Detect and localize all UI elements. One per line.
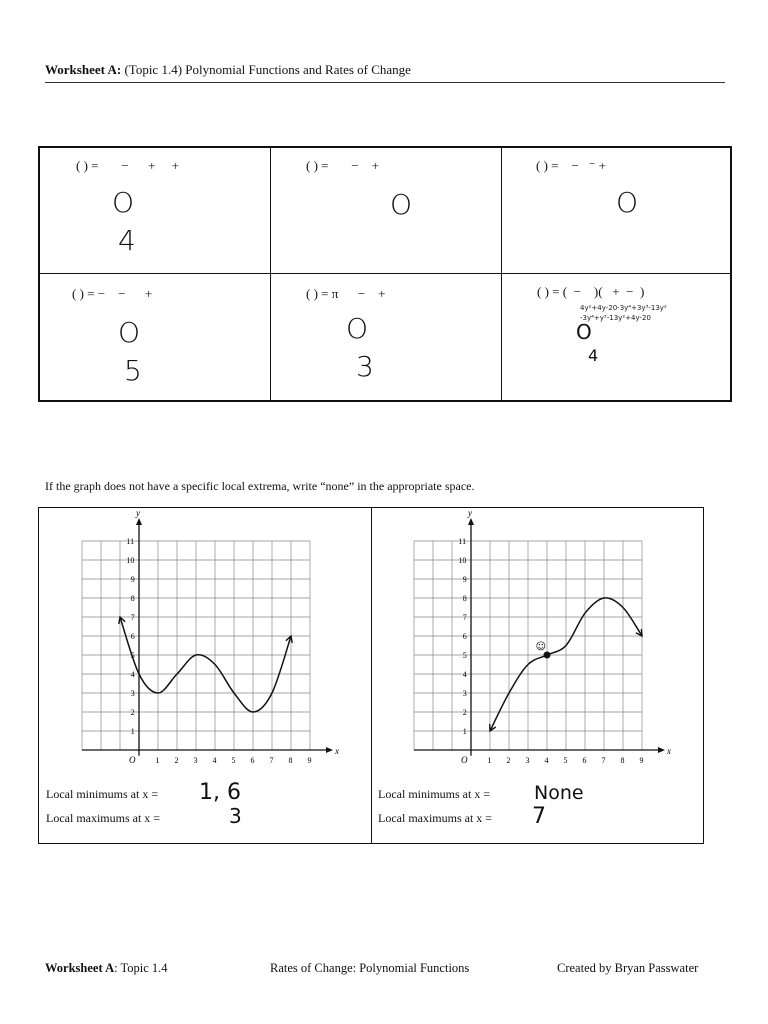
header-bold: Worksheet A: (45, 62, 122, 77)
x-tick-label: 4 (212, 756, 217, 765)
x-tick-label: 2 (174, 756, 179, 765)
problem-table (38, 146, 732, 402)
x-axis-arrow (326, 747, 333, 753)
y-tick-label: 1 (462, 727, 467, 736)
graph-1-max-answer: 3 (229, 804, 242, 828)
graph-1 (79, 510, 349, 776)
graph-2-max-answer: 7 (532, 804, 546, 829)
graph-1-min-label: Local minimums at x = (46, 787, 159, 801)
y-tick-label: 7 (462, 613, 467, 622)
problem-1-expression: ( ) = − + + (76, 158, 179, 173)
x-tick-label: 3 (193, 756, 198, 765)
y-tick-label: 3 (130, 689, 135, 698)
x-tick-label: 9 (307, 756, 312, 765)
x-tick-label: 8 (620, 756, 625, 765)
function-curve (120, 617, 291, 712)
y-tick-label: 7 (130, 613, 135, 622)
problem-6-degree: 4 (588, 346, 599, 365)
y-tick-label: 4 (462, 670, 467, 679)
y-axis-label: y (136, 510, 140, 518)
table-divider (501, 148, 502, 400)
graph-1-max-label: Local maximums at x = (46, 811, 161, 825)
x-tick-label: 6 (582, 756, 587, 765)
problem-2-expression: ( ) = − + (306, 158, 379, 173)
y-tick-label: 3 (462, 689, 467, 698)
problem-6-work-line-1: 4y²+4y-20-3y⁴+3y³-13y² (580, 304, 667, 312)
x-tick-label: 7 (601, 756, 606, 765)
smiley-icon: ☺ (535, 641, 547, 653)
y-tick-label: 9 (462, 575, 467, 584)
problem-3-answer: O (616, 186, 639, 219)
table-divider (270, 148, 271, 400)
problem-5-expression: ( ) = π − + (306, 286, 386, 301)
problem-4-degree: 5 (124, 354, 142, 387)
y-tick-label: 11 (458, 537, 467, 546)
x-tick-label: 1 (487, 756, 492, 765)
table-divider (40, 273, 730, 274)
y-tick-label: 8 (130, 594, 135, 603)
graph-section (38, 507, 704, 844)
y-axis-arrow (468, 518, 474, 525)
problem-6-answer: O (576, 320, 592, 344)
graph-2 (411, 510, 681, 776)
y-tick-label: 6 (462, 632, 467, 641)
graph-divider (371, 508, 372, 843)
x-axis-label: x (335, 746, 339, 756)
x-tick-label: 4 (544, 756, 549, 765)
origin-label: O (461, 755, 468, 765)
y-tick-label: 10 (126, 556, 135, 565)
x-tick-label: 3 (525, 756, 530, 765)
problem-2-answer: O (390, 188, 413, 221)
graph-2-min-answer: None (534, 782, 584, 804)
footer-topic: : Topic 1.4 (114, 961, 168, 975)
header-rule (45, 82, 725, 83)
y-tick-label: 1 (130, 727, 135, 736)
problem-4-expression: ( ) = − − + (72, 286, 153, 301)
x-tick-label: 5 (563, 756, 568, 765)
y-tick-label: 11 (126, 537, 135, 546)
graph-1-min-answer: 1, 6 (199, 780, 241, 805)
instruction-text: If the graph does not have a specific local extrema, write “none” in the appropriate space. (45, 479, 475, 493)
problem-3-expression: ( ) = − ⁻ + (536, 158, 607, 173)
problem-5-degree: 3 (356, 350, 374, 383)
problem-6-work-line-2: -3y⁴+y³-13y²+4y-20 (580, 314, 651, 322)
x-tick-label: 9 (639, 756, 644, 765)
footer-bold: Worksheet A (45, 961, 115, 975)
x-tick-label: 5 (231, 756, 236, 765)
x-tick-label: 2 (506, 756, 511, 765)
origin-label: O (129, 755, 136, 765)
x-tick-label: 6 (250, 756, 255, 765)
inflection-point (544, 652, 551, 659)
problem-1-degree: 4 (118, 224, 136, 257)
y-tick-label: 6 (130, 632, 135, 641)
x-tick-label: 1 (155, 756, 160, 765)
x-axis-label: x (667, 746, 671, 756)
problem-6-expression: ( ) = ( − )( + − ) (537, 284, 645, 299)
worksheet-header (45, 62, 411, 78)
y-tick-label: 9 (130, 575, 135, 584)
y-axis-arrow (136, 518, 142, 525)
y-axis-label: y (468, 510, 472, 518)
x-tick-label: 7 (269, 756, 274, 765)
problem-4-answer: O (118, 316, 141, 349)
y-tick-label: 5 (130, 651, 135, 660)
y-tick-label: 5 (462, 651, 467, 660)
y-tick-label: 10 (458, 556, 467, 565)
footer-center: Rates of Change: Polynomial Functions (270, 961, 470, 975)
footer-left (45, 961, 168, 976)
graph-2-max-label: Local maximums at x = (378, 811, 493, 825)
y-tick-label: 4 (130, 670, 135, 679)
x-axis-arrow (658, 747, 665, 753)
problem-5-answer: O (346, 312, 369, 345)
footer-right: Created by Bryan Passwater (557, 961, 699, 975)
y-tick-label: 8 (462, 594, 467, 603)
y-tick-label: 2 (130, 708, 135, 717)
header-title: (Topic 1.4) Polynomial Functions and Rates of Change (124, 62, 411, 77)
x-tick-label: 8 (288, 756, 293, 765)
graph-2-min-label: Local minimums at x = (378, 787, 491, 801)
problem-1-answer: O (112, 186, 135, 219)
y-tick-label: 2 (462, 708, 467, 717)
